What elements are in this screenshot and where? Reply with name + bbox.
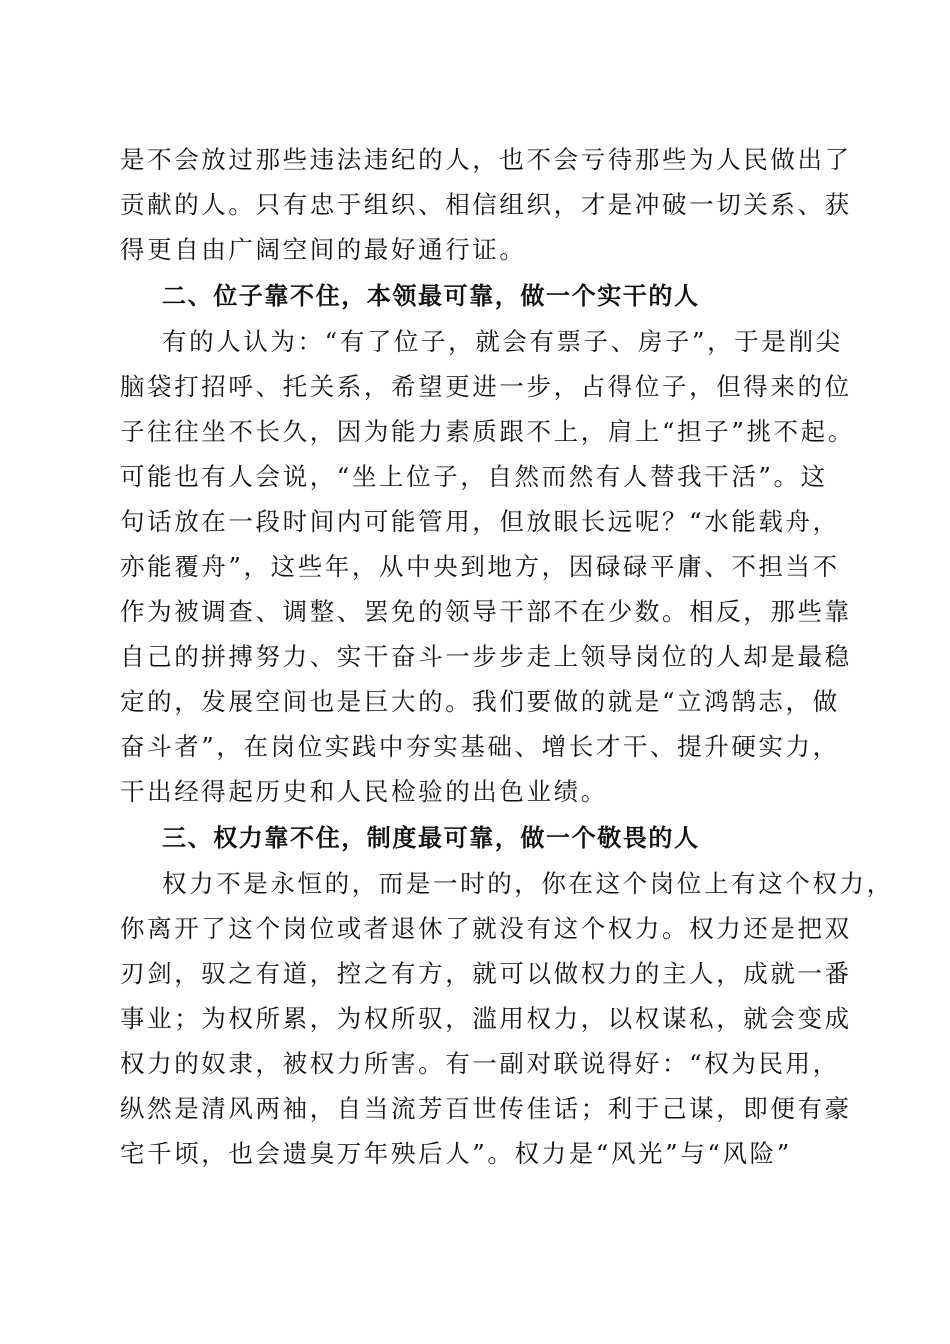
body-text-line: 亦能覆舟”，这些年，从中央到地方，因碌碌平庸、不担当不 (120, 552, 840, 581)
body-text-line: 是不会放过那些违法违纪的人，也不会亏待那些为人民做出了 (120, 145, 852, 174)
body-text-line: 奋斗者”，在岗位实践中夯实基础、增长才干、提升硬实力， (120, 732, 840, 761)
body-text-line: 有的人认为：“有了位子，就会有票子、房子”，于是削尖 (162, 327, 843, 356)
body-text-line: 子往往坐不长久，因为能力素质跟不上，肩上“担子”挑不起。 (120, 417, 855, 446)
body-text-line: 纵然是清风两袖，自当流芳百世传佳话；利于己谋，即便有豪 (120, 1094, 852, 1123)
body-text-line: 权力不是永恒的，而是一时的，你在这个岗位上有这个权力， (162, 869, 894, 898)
body-text-line: 贡献的人。只有忠于组织、相信组织，才是冲破一切关系、获 (120, 190, 852, 219)
body-text-line: 宅千顷，也会遗臭万年殃后人”。权力是“风光”与“风险” (120, 1139, 792, 1168)
body-text-line: 刃剑，驭之有道，控之有方，就可以做权力的主人，成就一番 (120, 959, 852, 988)
body-text-line: 定的，发展空间也是巨大的。我们要做的就是“立鸿鹄志，做 (120, 687, 840, 716)
body-text-line: 脑袋打招呼、托关系，希望更进一步，占得位子，但得来的位 (120, 372, 852, 401)
body-text-line: 可能也有人会说，“坐上位子，自然而然有人替我干活”。这 (120, 462, 828, 491)
body-text-line: 句话放在一段时间内可能管用，但放眼长远呢？“水能载舟， (120, 507, 840, 536)
body-text-line: 权力的奴隶，被权力所害。有一副对联说得好：“权为民用， (120, 1049, 840, 1078)
body-text-line: 作为被调查、调整、罢免的领导干部不在少数。相反，那些靠 (120, 597, 852, 626)
section-heading-2: 二、位子靠不住，本领最可靠，做一个实干的人 (162, 282, 700, 310)
body-text-line: 干出经得起历史和人民检验的出色业绩。 (120, 777, 608, 806)
body-text-line: 事业；为权所累，为权所驭，滥用权力，以权谋私，就会变成 (120, 1004, 852, 1033)
body-text-line: 自己的拼搏努力、实干奋斗一步步走上领导岗位的人却是最稳 (120, 642, 852, 671)
body-text-line: 得更自由广阔空间的最好通行证。 (120, 235, 527, 264)
section-heading-3: 三、权力靠不住，制度最可靠，做一个敬畏的人 (162, 824, 700, 852)
body-text-line: 你离开了这个岗位或者退休了就没有这个权力。权力还是把双 (120, 914, 852, 943)
